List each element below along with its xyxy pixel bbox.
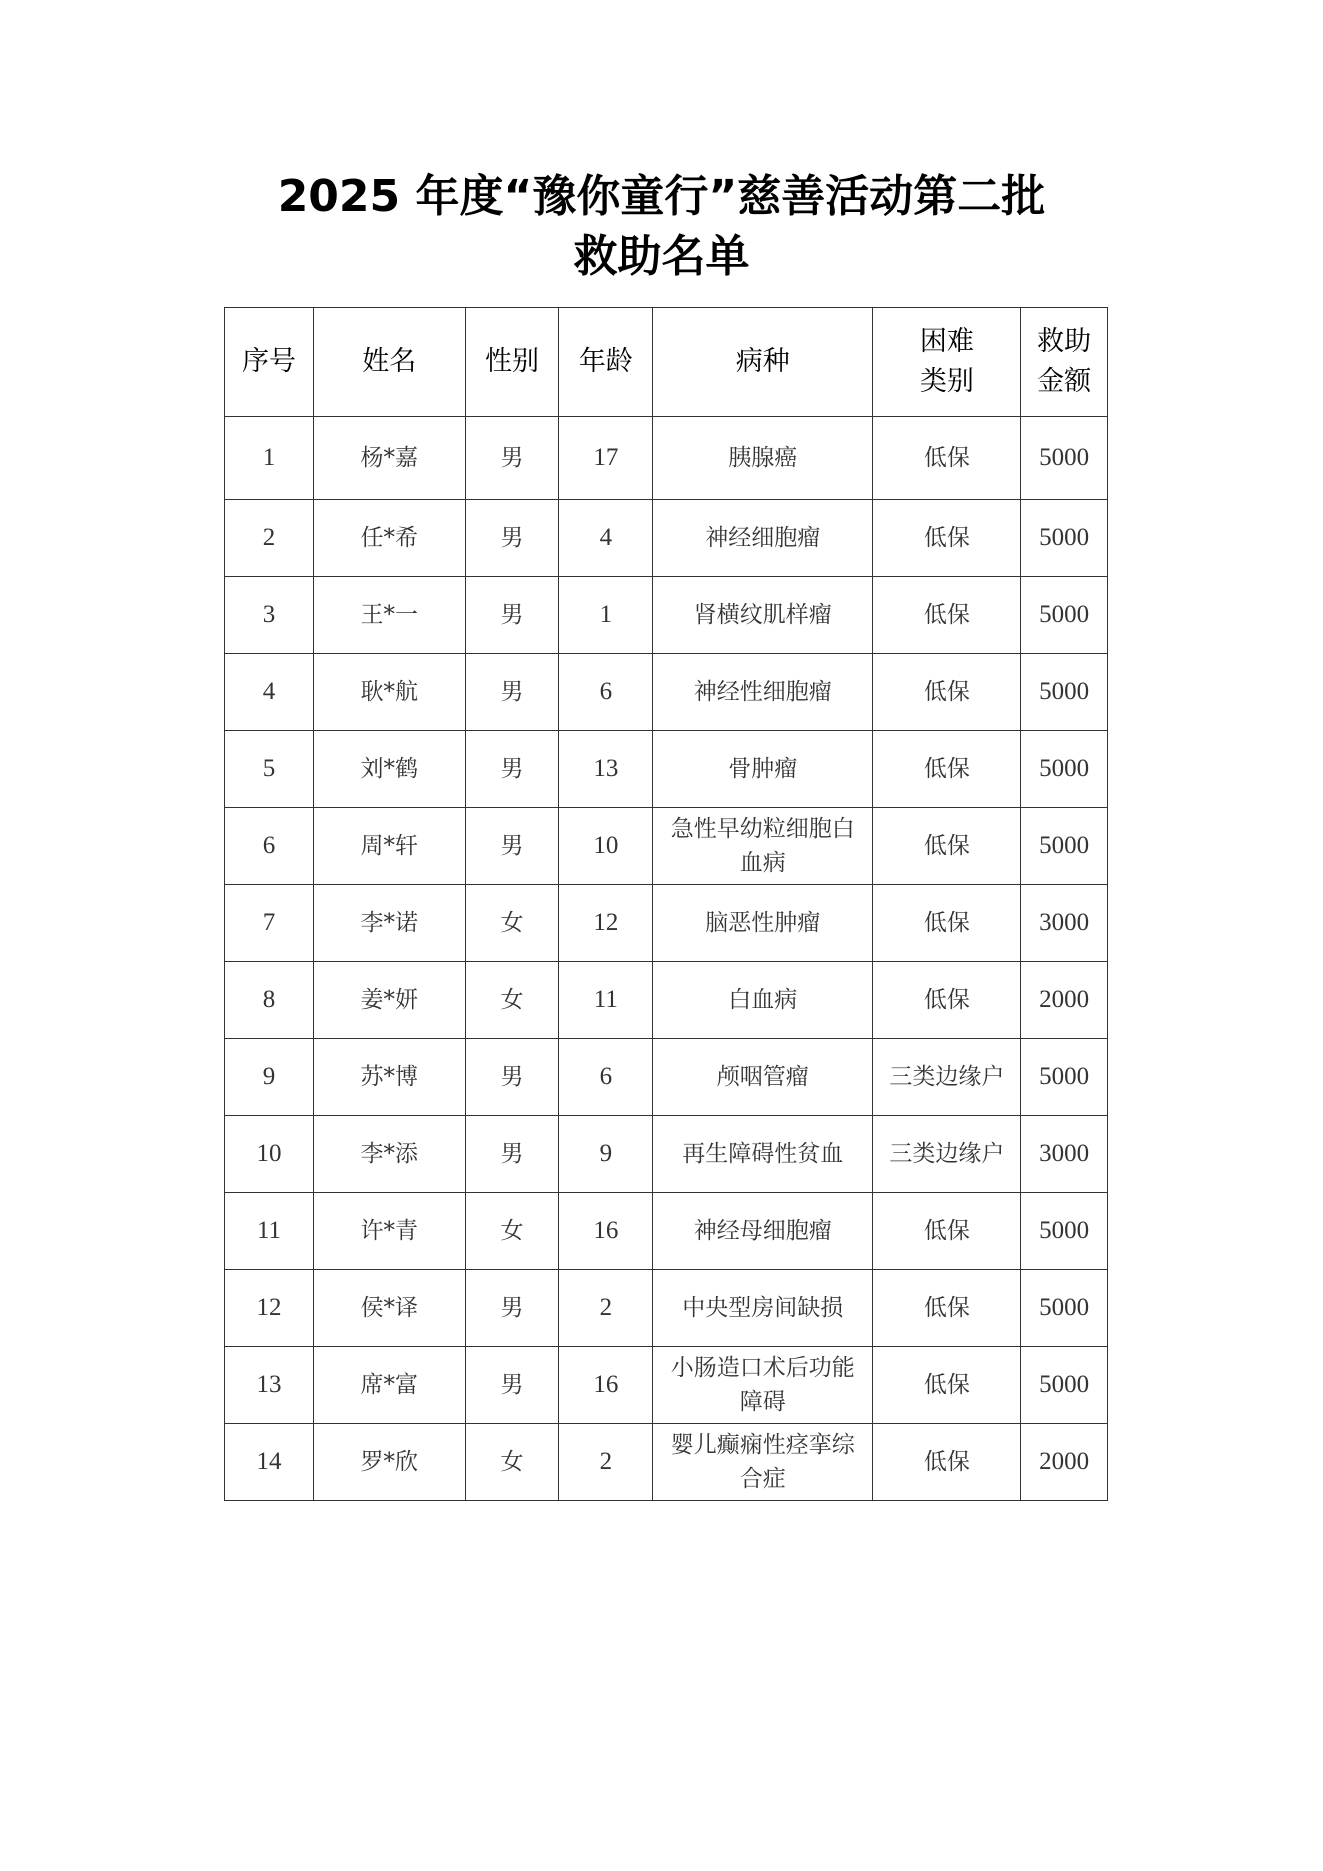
- cell-disease: 白血病: [653, 962, 873, 1039]
- aid-list-table: [224, 307, 1108, 1501]
- table-row: [225, 577, 1108, 654]
- header-amount-line1: 救助: [1037, 326, 1092, 357]
- header-index: 序号: [225, 308, 314, 417]
- cell-hardship: 低保: [873, 417, 1021, 500]
- cell-hardship: 低保: [873, 808, 1021, 885]
- cell-amount: 5000: [1021, 1270, 1108, 1347]
- cell-gender: 男: [465, 731, 559, 808]
- cell-age: 13: [559, 731, 653, 808]
- cell-gender: 女: [465, 1193, 559, 1270]
- cell-disease: 颅咽管瘤: [653, 1039, 873, 1116]
- table-row: [225, 500, 1108, 577]
- table-row: [225, 1270, 1108, 1347]
- cell-amount: 5000: [1021, 1347, 1108, 1424]
- cell-age: 1: [559, 577, 653, 654]
- cell-age: 16: [559, 1193, 653, 1270]
- table-row: [225, 1039, 1108, 1116]
- cell-name: 耿*航: [314, 654, 466, 731]
- cell-gender: 男: [465, 577, 559, 654]
- cell-age: 2: [559, 1270, 653, 1347]
- document-title-line2: 救助名单: [573, 231, 750, 282]
- cell-amount: 3000: [1021, 885, 1108, 962]
- header-name: 姓名: [314, 308, 466, 417]
- header-age: 年龄: [559, 308, 653, 417]
- header-disease: 病种: [653, 308, 873, 417]
- cell-disease: 急性早幼粒细胞白血病: [653, 808, 873, 885]
- cell-disease: 肾横纹肌样瘤: [653, 577, 873, 654]
- cell-disease: 神经母细胞瘤: [653, 1193, 873, 1270]
- cell-name: 周*轩: [314, 808, 466, 885]
- cell-index: 14: [225, 1424, 314, 1501]
- table-row: [225, 885, 1108, 962]
- table-row: [225, 808, 1108, 885]
- cell-index: 9: [225, 1039, 314, 1116]
- cell-amount: 3000: [1021, 1116, 1108, 1193]
- cell-name: 许*青: [314, 1193, 466, 1270]
- cell-amount: 5000: [1021, 500, 1108, 577]
- header-amount: [1021, 308, 1108, 417]
- header-amount-line2: 金额: [1037, 366, 1092, 397]
- cell-age: 6: [559, 1039, 653, 1116]
- cell-name: 姜*妍: [314, 962, 466, 1039]
- cell-age: 9: [559, 1116, 653, 1193]
- cell-hardship: 低保: [873, 577, 1021, 654]
- cell-disease: 小肠造口术后功能障碍: [653, 1347, 873, 1424]
- cell-index: 2: [225, 500, 314, 577]
- table-row: [225, 731, 1108, 808]
- cell-name: 刘*鹤: [314, 731, 466, 808]
- cell-amount: 5000: [1021, 577, 1108, 654]
- cell-gender: 女: [465, 1424, 559, 1501]
- cell-gender: 女: [465, 962, 559, 1039]
- table-row: [225, 417, 1108, 500]
- cell-age: 11: [559, 962, 653, 1039]
- cell-age: 2: [559, 1424, 653, 1501]
- cell-gender: 男: [465, 808, 559, 885]
- cell-amount: 5000: [1021, 731, 1108, 808]
- cell-amount: 5000: [1021, 1039, 1108, 1116]
- cell-disease: 中央型房间缺损: [653, 1270, 873, 1347]
- cell-name: 王*一: [314, 577, 466, 654]
- cell-index: 11: [225, 1193, 314, 1270]
- cell-hardship: 低保: [873, 654, 1021, 731]
- table-header-row: [225, 308, 1108, 417]
- cell-age: 6: [559, 654, 653, 731]
- cell-gender: 女: [465, 885, 559, 962]
- cell-name: 侯*译: [314, 1270, 466, 1347]
- cell-age: 12: [559, 885, 653, 962]
- cell-hardship: 低保: [873, 962, 1021, 1039]
- cell-hardship: 低保: [873, 1347, 1021, 1424]
- cell-index: 12: [225, 1270, 314, 1347]
- cell-index: 1: [225, 417, 314, 500]
- cell-index: 7: [225, 885, 314, 962]
- cell-age: 16: [559, 1347, 653, 1424]
- cell-gender: 男: [465, 417, 559, 500]
- cell-age: 4: [559, 500, 653, 577]
- header-gender: 性别: [465, 308, 559, 417]
- cell-hardship: 三类边缘户: [873, 1039, 1021, 1116]
- cell-index: 5: [225, 731, 314, 808]
- cell-hardship: 低保: [873, 1193, 1021, 1270]
- table-row: [225, 1424, 1108, 1501]
- cell-name: 李*诺: [314, 885, 466, 962]
- cell-disease: 胰腺癌: [653, 417, 873, 500]
- cell-index: 13: [225, 1347, 314, 1424]
- header-hardship-line1: 困难: [919, 326, 974, 357]
- cell-amount: 2000: [1021, 962, 1108, 1039]
- cell-disease: 婴儿癫痫性痉挛综合症: [653, 1424, 873, 1501]
- cell-gender: 男: [465, 500, 559, 577]
- cell-index: 10: [225, 1116, 314, 1193]
- cell-disease: 神经细胞瘤: [653, 500, 873, 577]
- cell-gender: 男: [465, 1347, 559, 1424]
- cell-amount: 5000: [1021, 654, 1108, 731]
- cell-index: 3: [225, 577, 314, 654]
- cell-hardship: 低保: [873, 731, 1021, 808]
- cell-amount: 5000: [1021, 1193, 1108, 1270]
- table-row: [225, 1116, 1108, 1193]
- cell-hardship: 低保: [873, 885, 1021, 962]
- cell-disease: 再生障碍性贫血: [653, 1116, 873, 1193]
- cell-amount: 2000: [1021, 1424, 1108, 1501]
- cell-amount: 5000: [1021, 808, 1108, 885]
- table-row: [225, 1347, 1108, 1424]
- cell-name: 任*希: [314, 500, 466, 577]
- cell-name: 苏*博: [314, 1039, 466, 1116]
- cell-gender: 男: [465, 1116, 559, 1193]
- cell-index: 8: [225, 962, 314, 1039]
- header-hardship: [873, 308, 1021, 417]
- cell-index: 4: [225, 654, 314, 731]
- cell-age: 10: [559, 808, 653, 885]
- cell-gender: 男: [465, 1039, 559, 1116]
- cell-hardship: 低保: [873, 500, 1021, 577]
- cell-age: 17: [559, 417, 653, 500]
- table-row: [225, 654, 1108, 731]
- document-title-line1: 2025 年度“豫你童行”慈善活动第二批: [277, 171, 1046, 222]
- cell-disease: 神经性细胞瘤: [653, 654, 873, 731]
- cell-gender: 男: [465, 654, 559, 731]
- header-hardship-line2: 类别: [919, 366, 974, 397]
- cell-name: 席*富: [314, 1347, 466, 1424]
- cell-name: 杨*嘉: [314, 417, 466, 500]
- cell-gender: 男: [465, 1270, 559, 1347]
- cell-amount: 5000: [1021, 417, 1108, 500]
- table-row: [225, 1193, 1108, 1270]
- cell-disease: 骨肿瘤: [653, 731, 873, 808]
- cell-hardship: 三类边缘户: [873, 1116, 1021, 1193]
- cell-hardship: 低保: [873, 1270, 1021, 1347]
- cell-index: 6: [225, 808, 314, 885]
- table-row: [225, 962, 1108, 1039]
- cell-disease: 脑恶性肿瘤: [653, 885, 873, 962]
- cell-name: 李*添: [314, 1116, 466, 1193]
- cell-name: 罗*欣: [314, 1424, 466, 1501]
- cell-hardship: 低保: [873, 1424, 1021, 1501]
